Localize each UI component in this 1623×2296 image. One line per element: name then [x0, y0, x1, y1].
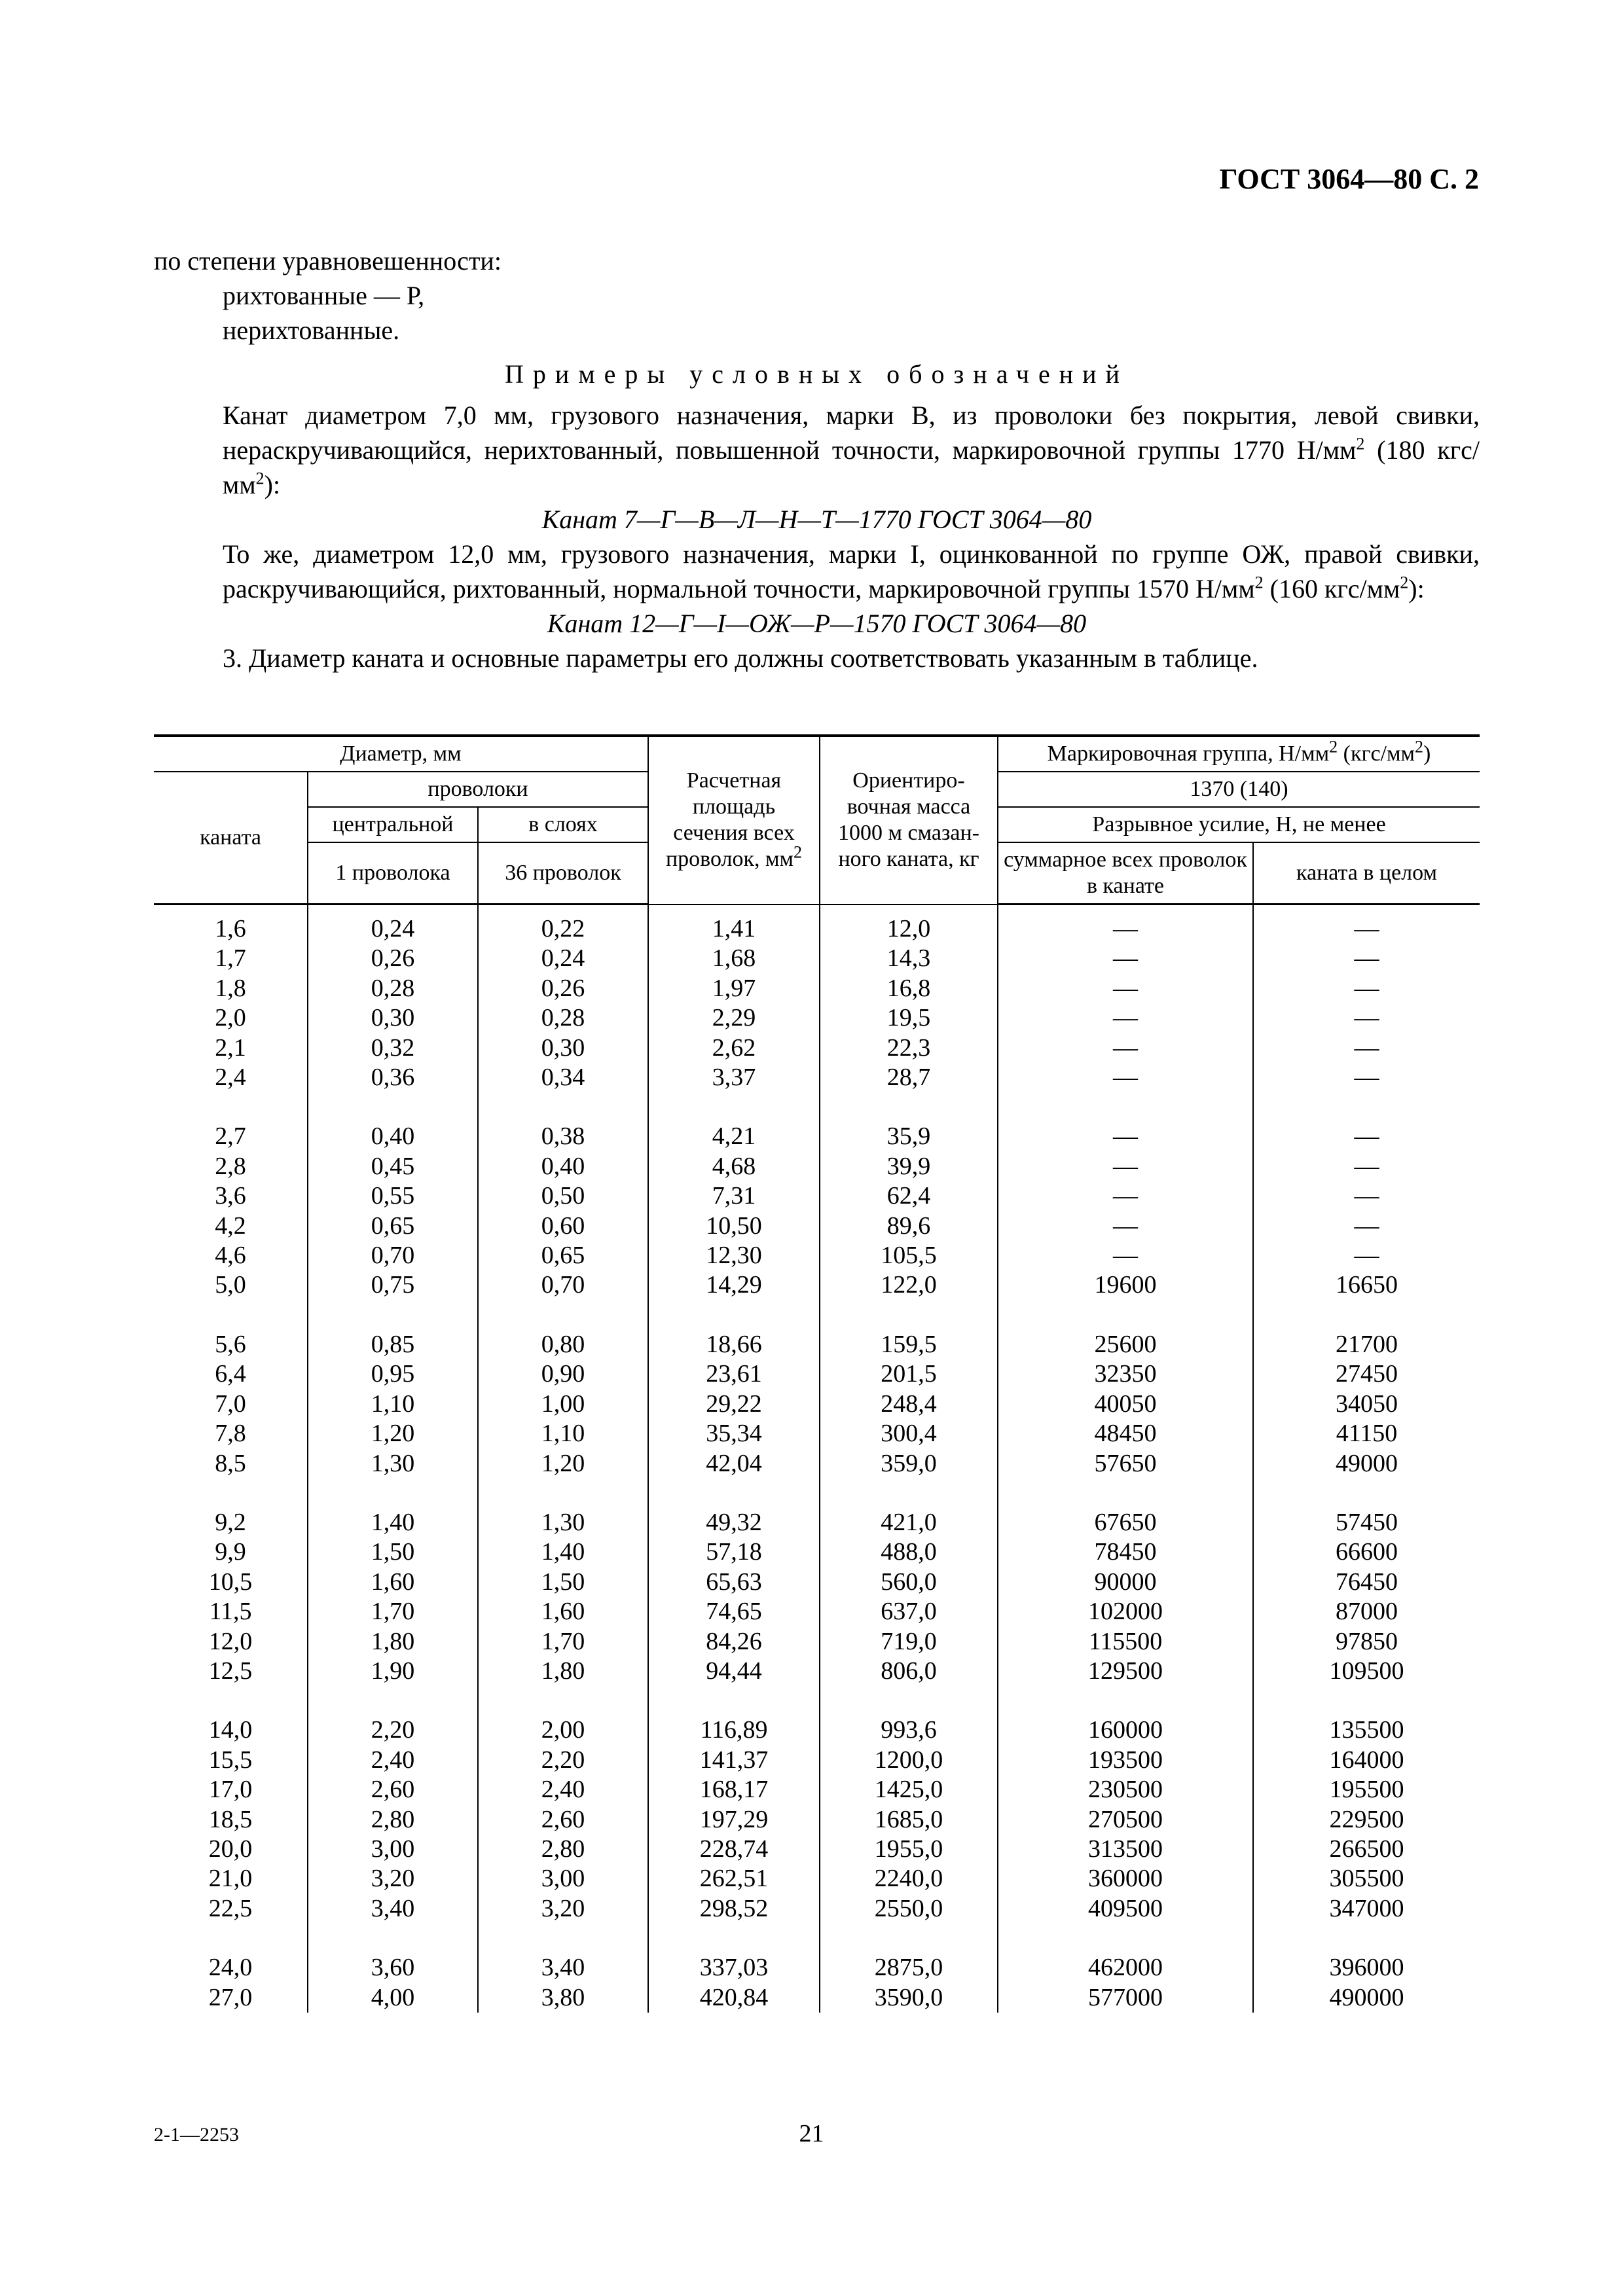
breaking-total: 462000 [998, 1924, 1253, 1982]
rope-diameter: 5,6 [154, 1300, 308, 1359]
breaking-total: 129500 [998, 1657, 1253, 1686]
examples-heading: Примеры условных обозначений [505, 359, 1129, 389]
table-row [154, 1092, 1480, 1151]
table-row [154, 1359, 1480, 1389]
rope-diameter: 9,2 [154, 1479, 308, 1537]
central-wire: 2,80 [308, 1805, 478, 1835]
rope-diameter: 12,5 [154, 1657, 308, 1686]
central-wire: 0,40 [308, 1092, 478, 1151]
mass: 300,4 [820, 1419, 998, 1448]
breaking-total: — [998, 1003, 1253, 1033]
section-area: 337,03 [648, 1924, 820, 1982]
breaking-total: 230500 [998, 1775, 1253, 1804]
mass: 39,9 [820, 1152, 998, 1181]
mass: 806,0 [820, 1657, 998, 1686]
layer-wire: 0,26 [478, 974, 648, 1003]
rope-diameter: 24,0 [154, 1924, 308, 1982]
layer-wire: 2,00 [478, 1686, 648, 1745]
header-wires: проволоки [308, 772, 648, 807]
table-row [154, 974, 1480, 1003]
breaking-rope: 16650 [1253, 1270, 1480, 1300]
central-wire: 0,95 [308, 1359, 478, 1389]
section-area: 10,50 [648, 1211, 820, 1241]
central-wire: 0,45 [308, 1152, 478, 1181]
table-row [154, 1864, 1480, 1893]
rope-diameter: 1,8 [154, 974, 308, 1003]
breaking-rope: — [1253, 1003, 1480, 1033]
breaking-rope: — [1253, 944, 1480, 973]
central-wire: 0,65 [308, 1211, 478, 1241]
mass: 359,0 [820, 1449, 998, 1479]
section-area: 42,04 [648, 1449, 820, 1479]
layer-wire: 2,20 [478, 1746, 648, 1775]
example-2-description: То же, диаметром 12,0 мм, грузового назначения, марки I, оцинкованной по группе ОЖ, правой свивки, раскручивающийся, рихтованный, нормальной точности, маркировочной группы 1570 $Н/мм^2$ (160 кгс/$мм^2$): [223, 539, 1480, 603]
rope-diameter: 12,0 [154, 1627, 308, 1657]
mass: 2875,0 [820, 1924, 998, 1982]
central-wire: 4,00 [308, 1983, 478, 2013]
breaking-rope: 66600 [1253, 1537, 1480, 1567]
central-wire: 0,32 [308, 1033, 478, 1063]
layer-wire: 0,50 [478, 1181, 648, 1211]
breaking-rope: 49000 [1253, 1449, 1480, 1479]
table-row [154, 905, 1480, 944]
central-wire: 0,30 [308, 1003, 478, 1033]
breaking-rope: 347000 [1253, 1894, 1480, 1924]
mass: 1200,0 [820, 1746, 998, 1775]
header-marking-group: Маркировочная группа, $Н/мм^2$ $(кгс/мм^2)$ [998, 736, 1480, 772]
breaking-total: 25600 [998, 1300, 1253, 1359]
breaking-rope: 87000 [1253, 1597, 1480, 1626]
table-row [154, 1983, 1480, 2013]
breaking-rope: — [1253, 905, 1480, 944]
section-area: 420,84 [648, 1983, 820, 2013]
example-1-description: Канат диаметром 7,0 мм, грузового назначения, марки В, из проволоки без покрытия, левой свивки, нераскручивающийся, нерихтованный, повышенной точности, маркировочной группы 1770 $Н/мм^2$ (180 кгс/$мм^2$): [223, 401, 1480, 499]
breaking-rope: 34050 [1253, 1390, 1480, 1419]
breaking-total: 115500 [998, 1627, 1253, 1657]
rope-diameter: 2,0 [154, 1003, 308, 1033]
section-area: 262,51 [648, 1864, 820, 1893]
section-area: 4,68 [648, 1152, 820, 1181]
rope-diameter: 2,4 [154, 1063, 308, 1092]
mass: 22,3 [820, 1033, 998, 1063]
mass: 159,5 [820, 1300, 998, 1359]
mass: 35,9 [820, 1092, 998, 1151]
rope-diameter: 1,7 [154, 944, 308, 973]
table-row [154, 1003, 1480, 1033]
breaking-rope: — [1253, 1063, 1480, 1092]
breaking-total: 360000 [998, 1864, 1253, 1893]
rope-diameter: 7,8 [154, 1419, 308, 1448]
table-row [154, 1657, 1480, 1686]
breaking-rope: 396000 [1253, 1924, 1480, 1982]
section-area: 49,32 [648, 1479, 820, 1537]
table-row [154, 1597, 1480, 1626]
breaking-total: — [998, 1152, 1253, 1181]
section-area: 18,66 [648, 1300, 820, 1359]
section-area: 298,52 [648, 1894, 820, 1924]
rope-diameter: 20,0 [154, 1835, 308, 1864]
section-area: 29,22 [648, 1390, 820, 1419]
central-wire: 1,70 [308, 1597, 478, 1626]
section-area: 57,18 [648, 1537, 820, 1567]
breaking-rope: 195500 [1253, 1775, 1480, 1804]
section-area: 197,29 [648, 1805, 820, 1835]
breaking-rope: — [1253, 1211, 1480, 1241]
mass: 993,6 [820, 1686, 998, 1745]
layer-wire: 0,30 [478, 1033, 648, 1063]
table-row [154, 1924, 1480, 1982]
central-wire: 1,40 [308, 1479, 478, 1537]
central-wire: 0,36 [308, 1063, 478, 1092]
breaking-total: — [998, 1063, 1253, 1092]
layer-wire: 0,80 [478, 1300, 648, 1359]
breaking-total: 48450 [998, 1419, 1253, 1448]
central-wire: 0,85 [308, 1300, 478, 1359]
rope-parameters-table [154, 734, 1480, 2013]
table-row [154, 1479, 1480, 1537]
table-row [154, 1449, 1480, 1479]
section-area: 74,65 [648, 1597, 820, 1626]
breaking-total: 19600 [998, 1270, 1253, 1300]
header-rope-whole: каната в целом [1253, 842, 1480, 905]
table-row [154, 1894, 1480, 1924]
header-central: центральной [308, 807, 478, 842]
breaking-rope: 27450 [1253, 1359, 1480, 1389]
central-wire: 1,50 [308, 1537, 478, 1567]
table-row [154, 1746, 1480, 1775]
breaking-total: — [998, 1092, 1253, 1151]
table-row [154, 1241, 1480, 1270]
breaking-total: — [998, 974, 1253, 1003]
breaking-rope: — [1253, 974, 1480, 1003]
rope-diameter: 7,0 [154, 1390, 308, 1419]
central-wire: 1,80 [308, 1627, 478, 1657]
header-rope: каната [154, 772, 308, 905]
rope-diameter: 9,9 [154, 1537, 308, 1567]
rope-diameter: 10,5 [154, 1568, 308, 1597]
layer-wire: 1,40 [478, 1537, 648, 1567]
layer-wire: 3,40 [478, 1924, 648, 1982]
section-area: 2,29 [648, 1003, 820, 1033]
layer-wire: 0,70 [478, 1270, 648, 1300]
balance-intro: по степени уравновешенности: [154, 246, 501, 276]
central-wire: 1,60 [308, 1568, 478, 1597]
rope-diameter: 14,0 [154, 1686, 308, 1745]
header-mass: Ориентиро-вочная масса 1000 м смазан-ного каната, кг [820, 736, 998, 905]
mass: 637,0 [820, 1597, 998, 1626]
breaking-total: 270500 [998, 1805, 1253, 1835]
table-row [154, 1152, 1480, 1181]
mass: 2240,0 [820, 1864, 998, 1893]
mass: 719,0 [820, 1627, 998, 1657]
layer-wire: 1,00 [478, 1390, 648, 1419]
body-text [154, 243, 1480, 675]
central-wire: 0,55 [308, 1181, 478, 1211]
central-wire: 0,24 [308, 905, 478, 944]
central-wire: 0,26 [308, 944, 478, 973]
breaking-total: 67650 [998, 1479, 1253, 1537]
section-area: 116,89 [648, 1686, 820, 1745]
header-in-layers: в слоях [478, 807, 648, 842]
layer-wire: 0,28 [478, 1003, 648, 1033]
layer-wire: 0,34 [478, 1063, 648, 1092]
rope-diameter: 17,0 [154, 1775, 308, 1804]
breaking-total: 57650 [998, 1449, 1253, 1479]
layer-wire: 3,80 [478, 1983, 648, 2013]
table-row [154, 1805, 1480, 1835]
table-row [154, 1270, 1480, 1300]
mass: 201,5 [820, 1359, 998, 1389]
central-wire: 2,40 [308, 1746, 478, 1775]
header-breaking-force: Разрывное усилие, Н, не менее [998, 807, 1480, 842]
layer-wire: 1,30 [478, 1479, 648, 1537]
layer-wire: 0,24 [478, 944, 648, 973]
section-area: 14,29 [648, 1270, 820, 1300]
breaking-rope: 41150 [1253, 1419, 1480, 1448]
rope-diameter: 18,5 [154, 1805, 308, 1835]
rope-diameter: 21,0 [154, 1864, 308, 1893]
layer-wire: 3,20 [478, 1894, 648, 1924]
section-area: 4,21 [648, 1092, 820, 1151]
central-wire: 3,40 [308, 1894, 478, 1924]
breaking-rope: 109500 [1253, 1657, 1480, 1686]
breaking-total: 577000 [998, 1983, 1253, 2013]
breaking-rope: 21700 [1253, 1300, 1480, 1359]
breaking-total: 313500 [998, 1835, 1253, 1864]
table-row [154, 1300, 1480, 1359]
section-area: 228,74 [648, 1835, 820, 1864]
rope-diameter: 4,6 [154, 1241, 308, 1270]
central-wire: 1,90 [308, 1657, 478, 1686]
header-group-value: 1370 (140) [998, 772, 1480, 807]
rope-diameter: 6,4 [154, 1359, 308, 1389]
breaking-rope: — [1253, 1241, 1480, 1270]
central-wire: 0,70 [308, 1241, 478, 1270]
mass: 488,0 [820, 1537, 998, 1567]
mass: 560,0 [820, 1568, 998, 1597]
breaking-rope: 97850 [1253, 1627, 1480, 1657]
mass: 19,5 [820, 1003, 998, 1033]
balance-item-unstraightened: нерихтованные. [223, 315, 400, 345]
table-row [154, 1063, 1480, 1092]
section-area: 1,41 [648, 905, 820, 944]
layer-wire: 1,60 [478, 1597, 648, 1626]
mass: 1425,0 [820, 1775, 998, 1804]
breaking-total: 102000 [998, 1597, 1253, 1626]
mass: 105,5 [820, 1241, 998, 1270]
rope-diameter: 5,0 [154, 1270, 308, 1300]
balance-item-straightened: рихтованные — Р, [223, 281, 425, 310]
rope-diameter: 4,2 [154, 1211, 308, 1241]
page-number: 21 [799, 2120, 824, 2147]
section-area: 3,37 [648, 1063, 820, 1092]
table-row [154, 944, 1480, 973]
layer-wire: 0,22 [478, 905, 648, 944]
central-wire: 0,75 [308, 1270, 478, 1300]
mass: 1955,0 [820, 1835, 998, 1864]
central-wire: 0,28 [308, 974, 478, 1003]
section-area: 141,37 [648, 1746, 820, 1775]
section-area: 94,44 [648, 1657, 820, 1686]
rope-diameter: 1,6 [154, 905, 308, 944]
section-area: 7,31 [648, 1181, 820, 1211]
section-area: 2,62 [648, 1033, 820, 1063]
section-area: 84,26 [648, 1627, 820, 1657]
breaking-total: — [998, 1241, 1253, 1270]
central-wire: 2,60 [308, 1775, 478, 1804]
breaking-rope: 305500 [1253, 1864, 1480, 1893]
breaking-total: — [998, 944, 1253, 973]
breaking-total: 90000 [998, 1568, 1253, 1597]
layer-wire: 2,80 [478, 1835, 648, 1864]
mass: 2550,0 [820, 1894, 998, 1924]
table-row [154, 1835, 1480, 1864]
standard-reference: ГОСТ 3064—80 С. 2 [1219, 163, 1479, 195]
breaking-total: — [998, 1211, 1253, 1241]
rope-diameter: 3,6 [154, 1181, 308, 1211]
section-area: 65,63 [648, 1568, 820, 1597]
mass: 3590,0 [820, 1983, 998, 2013]
breaking-total: 160000 [998, 1686, 1253, 1745]
rope-diameter: 2,7 [154, 1092, 308, 1151]
table-row [154, 1686, 1480, 1745]
print-code: 2-1—2253 [154, 2124, 239, 2145]
breaking-rope: — [1253, 1092, 1480, 1151]
breaking-rope: 266500 [1253, 1835, 1480, 1864]
breaking-total: — [998, 1033, 1253, 1063]
breaking-rope: 76450 [1253, 1568, 1480, 1597]
central-wire: 1,20 [308, 1419, 478, 1448]
section-area: 35,34 [648, 1419, 820, 1448]
section-area: 168,17 [648, 1775, 820, 1804]
layer-wire: 1,80 [478, 1657, 648, 1686]
breaking-rope: 490000 [1253, 1983, 1480, 2013]
table-row [154, 1033, 1480, 1063]
breaking-rope: 135500 [1253, 1686, 1480, 1745]
layer-wire: 1,50 [478, 1568, 648, 1597]
mass: 14,3 [820, 944, 998, 973]
layer-wire: 1,10 [478, 1419, 648, 1448]
layer-wire: 2,60 [478, 1805, 648, 1835]
rope-diameter: 15,5 [154, 1746, 308, 1775]
mass: 122,0 [820, 1270, 998, 1300]
breaking-total: 193500 [998, 1746, 1253, 1775]
mass: 248,4 [820, 1390, 998, 1419]
layer-wire: 1,70 [478, 1627, 648, 1657]
breaking-rope: — [1253, 1152, 1480, 1181]
mass: 16,8 [820, 974, 998, 1003]
breaking-rope: 57450 [1253, 1479, 1480, 1537]
example-1-designation: Канат 7—Г—В—Л—Н—Т—1770 ГОСТ 3064—80 [541, 505, 1092, 534]
header-36-wires: 36 проволок [478, 842, 648, 905]
table-row [154, 1181, 1480, 1211]
header-total-wires: суммарное всех проволок в канате [998, 842, 1253, 905]
item-3-text: 3. Диаметр каната и основные параметры его должны соответствовать указанным в таблице. [223, 643, 1258, 673]
breaking-rope: — [1253, 1181, 1480, 1211]
rope-diameter: 8,5 [154, 1449, 308, 1479]
table-row [154, 1419, 1480, 1448]
section-area: 12,30 [648, 1241, 820, 1270]
rope-diameter: 2,8 [154, 1152, 308, 1181]
mass: 1685,0 [820, 1805, 998, 1835]
mass: 89,6 [820, 1211, 998, 1241]
example-2-designation: Канат 12—Г—I—ОЖ—Р—1570 ГОСТ 3064—80 [547, 609, 1087, 638]
central-wire: 1,10 [308, 1390, 478, 1419]
table-row [154, 1390, 1480, 1419]
table-row [154, 1775, 1480, 1804]
table-body [154, 905, 1480, 2013]
layer-wire: 2,40 [478, 1775, 648, 1804]
central-wire: 3,20 [308, 1864, 478, 1893]
breaking-total: — [998, 1181, 1253, 1211]
layer-wire: 1,20 [478, 1449, 648, 1479]
layer-wire: 0,38 [478, 1092, 648, 1151]
section-area: 23,61 [648, 1359, 820, 1389]
mass: 62,4 [820, 1181, 998, 1211]
breaking-total: 32350 [998, 1359, 1253, 1389]
rope-diameter: 22,5 [154, 1894, 308, 1924]
header-one-wire: 1 проволока [308, 842, 478, 905]
section-area: 1,68 [648, 944, 820, 973]
breaking-rope: 164000 [1253, 1746, 1480, 1775]
breaking-total: 40050 [998, 1390, 1253, 1419]
mass: 12,0 [820, 905, 998, 944]
central-wire: 1,30 [308, 1449, 478, 1479]
header-area: Расчетная площадь сечения всех проволок, $мм^2$ [648, 736, 820, 905]
breaking-rope: — [1253, 1033, 1480, 1063]
table-row [154, 1568, 1480, 1597]
rope-diameter: 27,0 [154, 1983, 308, 2013]
rope-diameter: 11,5 [154, 1597, 308, 1626]
section-area: 1,97 [648, 974, 820, 1003]
layer-wire: 0,65 [478, 1241, 648, 1270]
layer-wire: 0,60 [478, 1211, 648, 1241]
central-wire: 3,00 [308, 1835, 478, 1864]
breaking-total: — [998, 905, 1253, 944]
table-row [154, 1211, 1480, 1241]
header-diameter: Диаметр, мм [154, 736, 648, 772]
mass: 421,0 [820, 1479, 998, 1537]
breaking-rope: 229500 [1253, 1805, 1480, 1835]
layer-wire: 3,00 [478, 1864, 648, 1893]
breaking-total: 409500 [998, 1894, 1253, 1924]
table-row [154, 1537, 1480, 1567]
central-wire: 3,60 [308, 1924, 478, 1982]
layer-wire: 0,40 [478, 1152, 648, 1181]
central-wire: 2,20 [308, 1686, 478, 1745]
table-row [154, 1627, 1480, 1657]
rope-diameter: 2,1 [154, 1033, 308, 1063]
mass: 28,7 [820, 1063, 998, 1092]
layer-wire: 0,90 [478, 1359, 648, 1389]
breaking-total: 78450 [998, 1537, 1253, 1567]
